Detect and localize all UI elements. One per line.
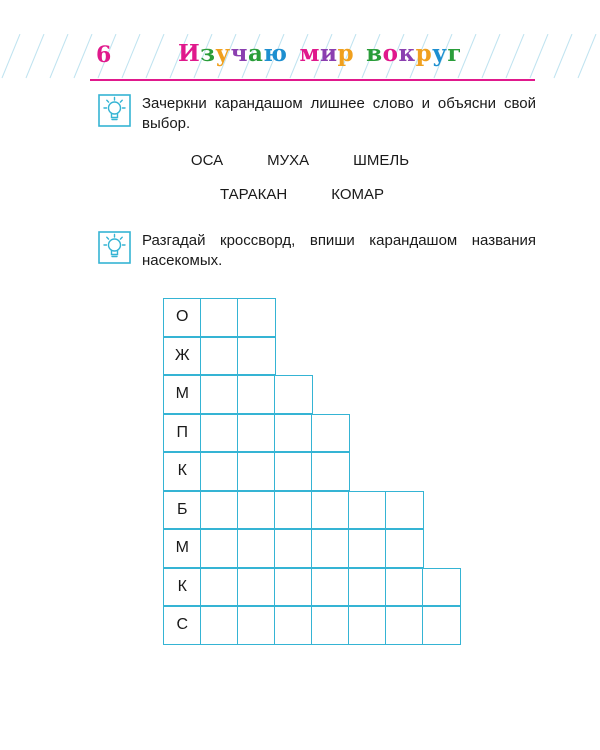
crossword-cell[interactable] bbox=[200, 491, 239, 530]
crossword-cell[interactable] bbox=[274, 529, 313, 568]
crossword-first-letter: Б bbox=[163, 491, 202, 530]
crossword-cell[interactable] bbox=[311, 491, 350, 530]
crossword-cell[interactable] bbox=[237, 606, 276, 645]
crossword-cell[interactable] bbox=[200, 568, 239, 607]
crossword-cell[interactable] bbox=[237, 337, 276, 376]
task-instruction: Разгадай кроссворд, впиши карандашом названия насекомых. bbox=[142, 232, 536, 269]
crossword-cell[interactable] bbox=[237, 452, 276, 491]
crossword-row bbox=[163, 529, 459, 568]
words-row-2 bbox=[0, 186, 600, 203]
page-number: 6 bbox=[96, 42, 112, 68]
crossword-cell[interactable] bbox=[200, 337, 239, 376]
crossword-cell[interactable] bbox=[200, 529, 239, 568]
crossword-cell[interactable] bbox=[237, 568, 276, 607]
lightbulb-icon bbox=[98, 231, 131, 264]
crossword-cell[interactable] bbox=[311, 529, 350, 568]
title-letter: у bbox=[432, 40, 448, 67]
title-letter: р bbox=[415, 40, 433, 67]
crossword-row bbox=[163, 568, 459, 607]
crossword-cell[interactable] bbox=[237, 414, 276, 453]
crossword-first-letter: С bbox=[163, 606, 202, 645]
lightbulb-icon bbox=[98, 94, 131, 127]
crossword-cell[interactable] bbox=[200, 375, 239, 414]
crossword-first-letter: П bbox=[163, 414, 202, 453]
crossword-cell[interactable] bbox=[237, 298, 276, 337]
crossword-cell[interactable] bbox=[385, 568, 424, 607]
crossword-cell[interactable] bbox=[274, 375, 313, 414]
crossword-cell[interactable] bbox=[311, 414, 350, 453]
crossword-cell[interactable] bbox=[348, 568, 387, 607]
header-underline bbox=[90, 79, 535, 81]
crossword-cell[interactable] bbox=[385, 529, 424, 568]
title-letter: о bbox=[382, 40, 399, 67]
crossword-cell[interactable] bbox=[200, 298, 239, 337]
word-option[interactable]: КОМАР bbox=[331, 186, 384, 203]
crossword-cell[interactable] bbox=[385, 491, 424, 530]
task-instruction: Зачеркни карандашом лишнее слово и объясни свой выбор. bbox=[142, 95, 536, 132]
crossword-cell[interactable] bbox=[237, 375, 276, 414]
crossword-row bbox=[163, 606, 459, 645]
crossword-row bbox=[163, 375, 459, 414]
crossword-cell[interactable] bbox=[200, 452, 239, 491]
crossword-first-letter: М bbox=[163, 375, 202, 414]
crossword-cell[interactable] bbox=[274, 414, 313, 453]
words-row-1 bbox=[0, 152, 600, 169]
title-letter: ю bbox=[263, 40, 288, 67]
title-letter: в bbox=[366, 40, 383, 67]
word-option[interactable]: ШМЕЛЬ bbox=[353, 152, 410, 169]
crossword-cell[interactable] bbox=[274, 606, 313, 645]
crossword-cell[interactable] bbox=[274, 568, 313, 607]
title-word bbox=[299, 40, 354, 67]
crossword-row bbox=[163, 337, 459, 376]
title-letter: и bbox=[319, 40, 338, 67]
crossword-cell[interactable] bbox=[311, 452, 350, 491]
crossword-cell[interactable] bbox=[348, 491, 387, 530]
title-letter: а bbox=[247, 40, 264, 67]
crossword-cell[interactable] bbox=[348, 606, 387, 645]
word-option[interactable]: МУХА bbox=[267, 152, 310, 169]
crossword-cell[interactable] bbox=[274, 452, 313, 491]
title-word bbox=[178, 40, 288, 67]
title-letter: р bbox=[337, 40, 355, 67]
crossword-cell[interactable] bbox=[237, 529, 276, 568]
crossword-first-letter: К bbox=[163, 452, 202, 491]
word-option[interactable]: ОСА bbox=[190, 152, 224, 169]
crossword-cell[interactable] bbox=[311, 568, 350, 607]
crossword-first-letter: О bbox=[163, 298, 202, 337]
crossword-cell[interactable] bbox=[311, 606, 350, 645]
title-letter: з bbox=[200, 40, 216, 67]
title-letter: у bbox=[215, 40, 231, 67]
crossword-row bbox=[163, 491, 459, 530]
crossword-cell[interactable] bbox=[385, 606, 424, 645]
crossword-first-letter: Ж bbox=[163, 337, 202, 376]
title-letter: м bbox=[299, 40, 320, 67]
page-title bbox=[0, 40, 600, 67]
title-word bbox=[366, 40, 462, 67]
title-letter: И bbox=[177, 40, 201, 67]
crossword-cell[interactable] bbox=[200, 606, 239, 645]
crossword-row bbox=[163, 298, 459, 337]
crossword-cell[interactable] bbox=[422, 606, 461, 645]
title-letter: ч bbox=[230, 40, 248, 67]
crossword-cell[interactable] bbox=[348, 529, 387, 568]
crossword-grid bbox=[163, 298, 459, 645]
crossword-row bbox=[163, 452, 459, 491]
page-header bbox=[0, 34, 600, 82]
title-letter: г bbox=[447, 40, 463, 67]
crossword-cell[interactable] bbox=[274, 491, 313, 530]
crossword-cell[interactable] bbox=[237, 491, 276, 530]
crossword-cell[interactable] bbox=[422, 568, 461, 607]
crossword-first-letter: К bbox=[163, 568, 202, 607]
crossword-cell[interactable] bbox=[200, 414, 239, 453]
crossword-first-letter: М bbox=[163, 529, 202, 568]
title-letter: к bbox=[398, 40, 416, 67]
crossword-row bbox=[163, 414, 459, 453]
word-option[interactable]: ТАРАКАН bbox=[219, 186, 288, 203]
